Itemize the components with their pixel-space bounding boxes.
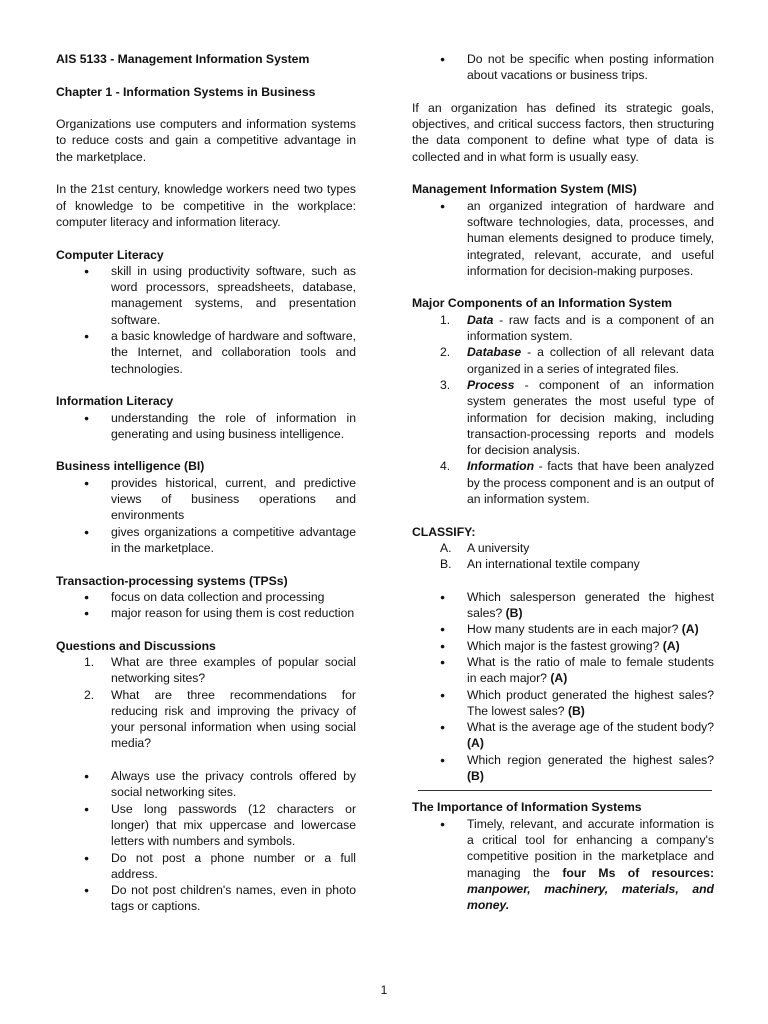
list-item: ● Which region generated the highest sales? (B) (412, 752, 714, 785)
list-item: ● What is the ratio of male to female students in each major? (A) (412, 654, 714, 687)
section-divider (418, 790, 712, 791)
list-item: ● focus on data collection and processing (56, 589, 356, 605)
list-item: ● Which salesperson generated the highest sales? (B) (412, 589, 714, 622)
page-number: 1 (380, 983, 388, 997)
list-item: ● a basic knowledge of hardware and software, the Internet, and collaboration tools and technologies. (56, 328, 356, 377)
list-item: ● understanding the role of information in generating and using business intelligence. (56, 410, 356, 443)
components-heading: Major Components of an Information System (412, 296, 673, 311)
intro-paragraph-1: Organizations use computers and information systems to reduce costs and gain a competitive advantage in the marketplace. (56, 117, 356, 164)
questions-heading: Questions and Discussions (56, 638, 216, 653)
list-item: A. A university (440, 540, 530, 555)
computer-literacy-list (56, 263, 356, 377)
list-item: B. An international textile company (440, 557, 640, 572)
list-item: ● skill in using productivity software, such as word processors, spreadsheets, database, management systems, and presentation software. (56, 263, 356, 328)
questions-list (56, 654, 356, 752)
mis-list (412, 198, 714, 279)
classify-heading: CLASSIFY: (412, 524, 476, 539)
business-intelligence-heading: Business intelligence (BI) (56, 459, 205, 474)
list-item: ● Do not post a phone number or a full address. (56, 850, 356, 883)
list-item: 2. What are three recommendations for reducing risk and improving the privacy of your personal information when using social media? (84, 687, 356, 751)
list-item: ● Timely, relevant, and accurate information is a critical tool for enhancing a company's competitive position in the marketplace and managing the four Ms of resources: manpower, machinery, materials, and money. (412, 816, 714, 914)
privacy-tips-list (56, 768, 356, 915)
list-item: ● How many students are in each major? (A) (412, 621, 714, 637)
importance-list (412, 816, 714, 914)
list-item: 2. Database - a collection of all relevant data organized in a series of integrated files. (440, 345, 714, 376)
list-item: ● gives organizations a competitive advantage in the marketplace. (56, 524, 356, 557)
list-item: 3. Process - component of an information system generates the most useful type of information for decision making, including transaction-processing reports and models for decision analysis. (440, 377, 714, 458)
strategy-paragraph: If an organization has defined its strategic goals, objectives, and critical success factors, then structuring the data component to define what type of data is collected and in what form is usually easy. (412, 100, 714, 164)
intro-paragraph-2: In the 21st century, knowledge workers need two types of knowledge to be competitive in the workplace: computer literacy and information literacy. (56, 182, 356, 229)
information-literacy-heading: Information Literacy (56, 394, 174, 409)
privacy-tips-continued (412, 51, 714, 84)
list-item: ● an organized integration of hardware and software technologies, data, processes, and human elements designed to produce timely, integrated, relevant, accurate, and useful information for decision-making purposes. (412, 198, 714, 279)
tps-heading: Transaction-processing systems (TPSs) (56, 573, 288, 588)
components-list (412, 312, 714, 508)
course-title: AIS 5133 - Management Information System (56, 52, 310, 66)
computer-literacy-heading: Computer Literacy (56, 247, 164, 262)
information-literacy-list (56, 410, 356, 443)
list-item: 1. What are three examples of popular social networking sites? (84, 654, 356, 686)
list-item: ● Use long passwords (12 characters or longer) that mix uppercase and lowercase letters with numbers and symbols. (56, 801, 356, 850)
tps-list (56, 589, 356, 622)
chapter-title: Chapter 1 - Information Systems in Business (56, 84, 316, 99)
list-item: ● Do not post children's names, even in photo tags or captions. (56, 882, 356, 915)
mis-heading: Management Information System (MIS) (412, 182, 637, 197)
list-item: ● Do not be specific when posting information about vacations or business trips. (412, 51, 714, 84)
list-item: 4. Information - facts that have been analyzed by the process component and is an output of an information system. (440, 459, 714, 507)
business-intelligence-list (56, 475, 356, 556)
right-column (412, 51, 714, 913)
list-item: ● Always use the privacy controls offered by social networking sites. (56, 768, 356, 801)
list-item: ● major reason for using them is cost reduction (56, 605, 356, 621)
list-item: ● What is the average age of the student body? (A) (412, 719, 714, 752)
importance-heading: The Importance of Information Systems (412, 800, 642, 815)
classify-options (412, 540, 714, 573)
list-item: ● Which major is the fastest growing? (A) (412, 638, 714, 654)
classify-questions (412, 589, 714, 785)
list-item: 1. Data - raw facts and is a component of an information system. (440, 312, 714, 344)
list-item: ● provides historical, current, and predictive views of business operations and environments (56, 475, 356, 524)
list-item: ● Which product generated the highest sales? The lowest sales? (B) (412, 687, 714, 720)
left-column (56, 51, 356, 915)
